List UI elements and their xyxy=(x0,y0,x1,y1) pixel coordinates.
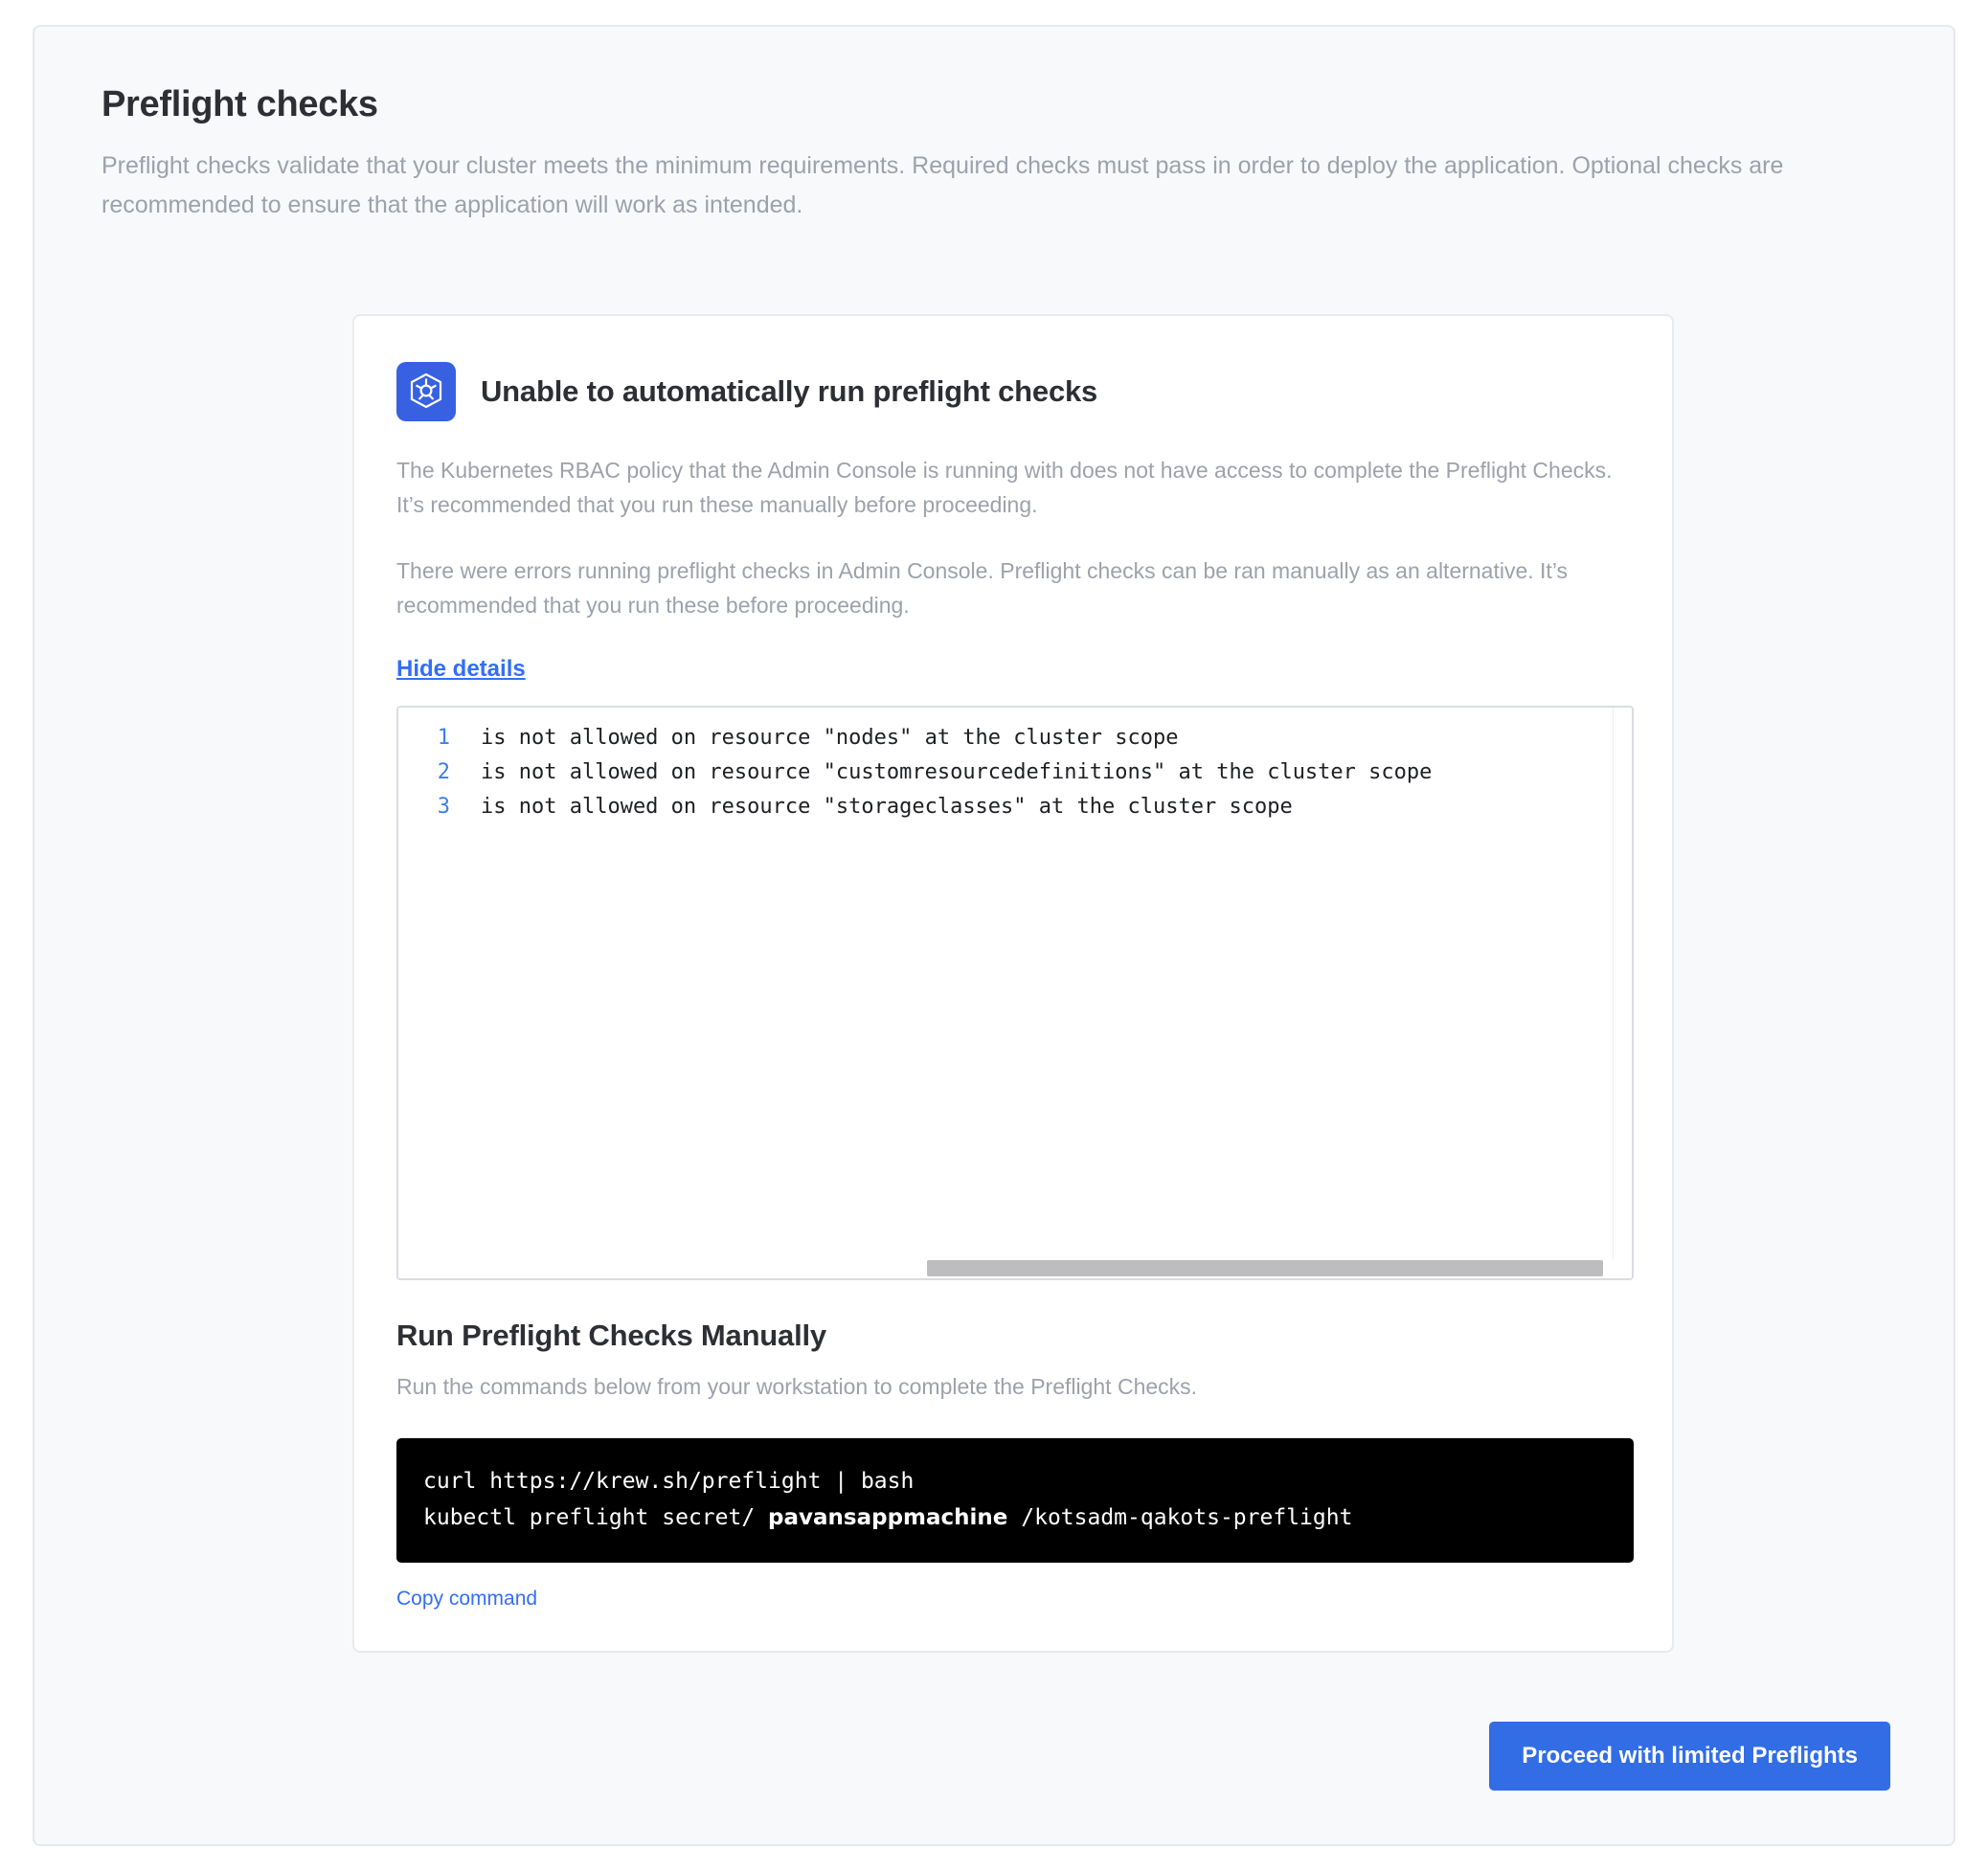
preflight-error-card xyxy=(352,314,1674,1653)
code-horizontal-scrollbar-thumb[interactable] xyxy=(927,1260,1603,1276)
command-secret-name: pavansappmachine xyxy=(768,1504,1008,1530)
line-text: is not allowed on resource "nodes" at the cluster scope xyxy=(481,725,1179,750)
command-block xyxy=(396,1438,1634,1563)
line-text: is not allowed on resource "storageclasses" at the cluster scope xyxy=(481,794,1293,819)
kubernetes-icon xyxy=(396,362,456,421)
code-vertical-scrollbar[interactable] xyxy=(1613,708,1632,1278)
line-number: 3 xyxy=(437,794,450,819)
preflight-panel xyxy=(33,25,1955,1846)
line-number: 2 xyxy=(437,759,450,784)
line-text: is not allowed on resource "customresourcedefinitions" at the cluster scope xyxy=(481,759,1433,784)
page-description: Preflight checks validate that your cluster meets the minimum requirements. Required checks must pass in order to deploy the application. Optional checks are recommended to ensure that the application will work as intended. xyxy=(102,152,1784,218)
card-paragraph-1: The Kubernetes RBAC policy that the Admin Console is running with does not have access to complete the Preflight Checks. It’s recommended that you run these manually before proceeding. xyxy=(396,458,1613,517)
card-header xyxy=(396,362,1630,421)
code-horizontal-scrollbar[interactable] xyxy=(398,1259,1632,1278)
code-line xyxy=(398,790,1632,824)
error-code-viewer[interactable] xyxy=(396,706,1634,1280)
card-paragraph-2: There were errors running preflight checks in Admin Console. Preflight checks can be ran manually as an alternative. It’s recommended that you run these before proceeding. xyxy=(396,558,1569,618)
command-prefix: kubectl preflight secret/ xyxy=(423,1504,769,1530)
manual-section-title: Run Preflight Checks Manually xyxy=(396,1318,826,1352)
command-line-2 xyxy=(423,1499,1607,1536)
copy-command-link[interactable]: Copy command xyxy=(396,1587,538,1610)
code-line xyxy=(398,721,1632,755)
code-line xyxy=(398,755,1632,790)
line-number: 1 xyxy=(437,725,450,750)
page-title: Preflight checks xyxy=(102,84,378,124)
card-title: Unable to automatically run preflight checks xyxy=(481,374,1098,408)
hide-details-link[interactable]: Hide details xyxy=(396,655,526,682)
command-suffix: /kotsadm-qakots-preflight xyxy=(1007,1504,1353,1530)
proceed-with-limited-preflights-button[interactable]: Proceed with limited Preflights xyxy=(1489,1722,1890,1791)
manual-section-description: Run the commands below from your workstation to complete the Preflight Checks. xyxy=(396,1373,1198,1399)
command-line-1: curl https://krew.sh/preflight | bash xyxy=(423,1468,915,1494)
